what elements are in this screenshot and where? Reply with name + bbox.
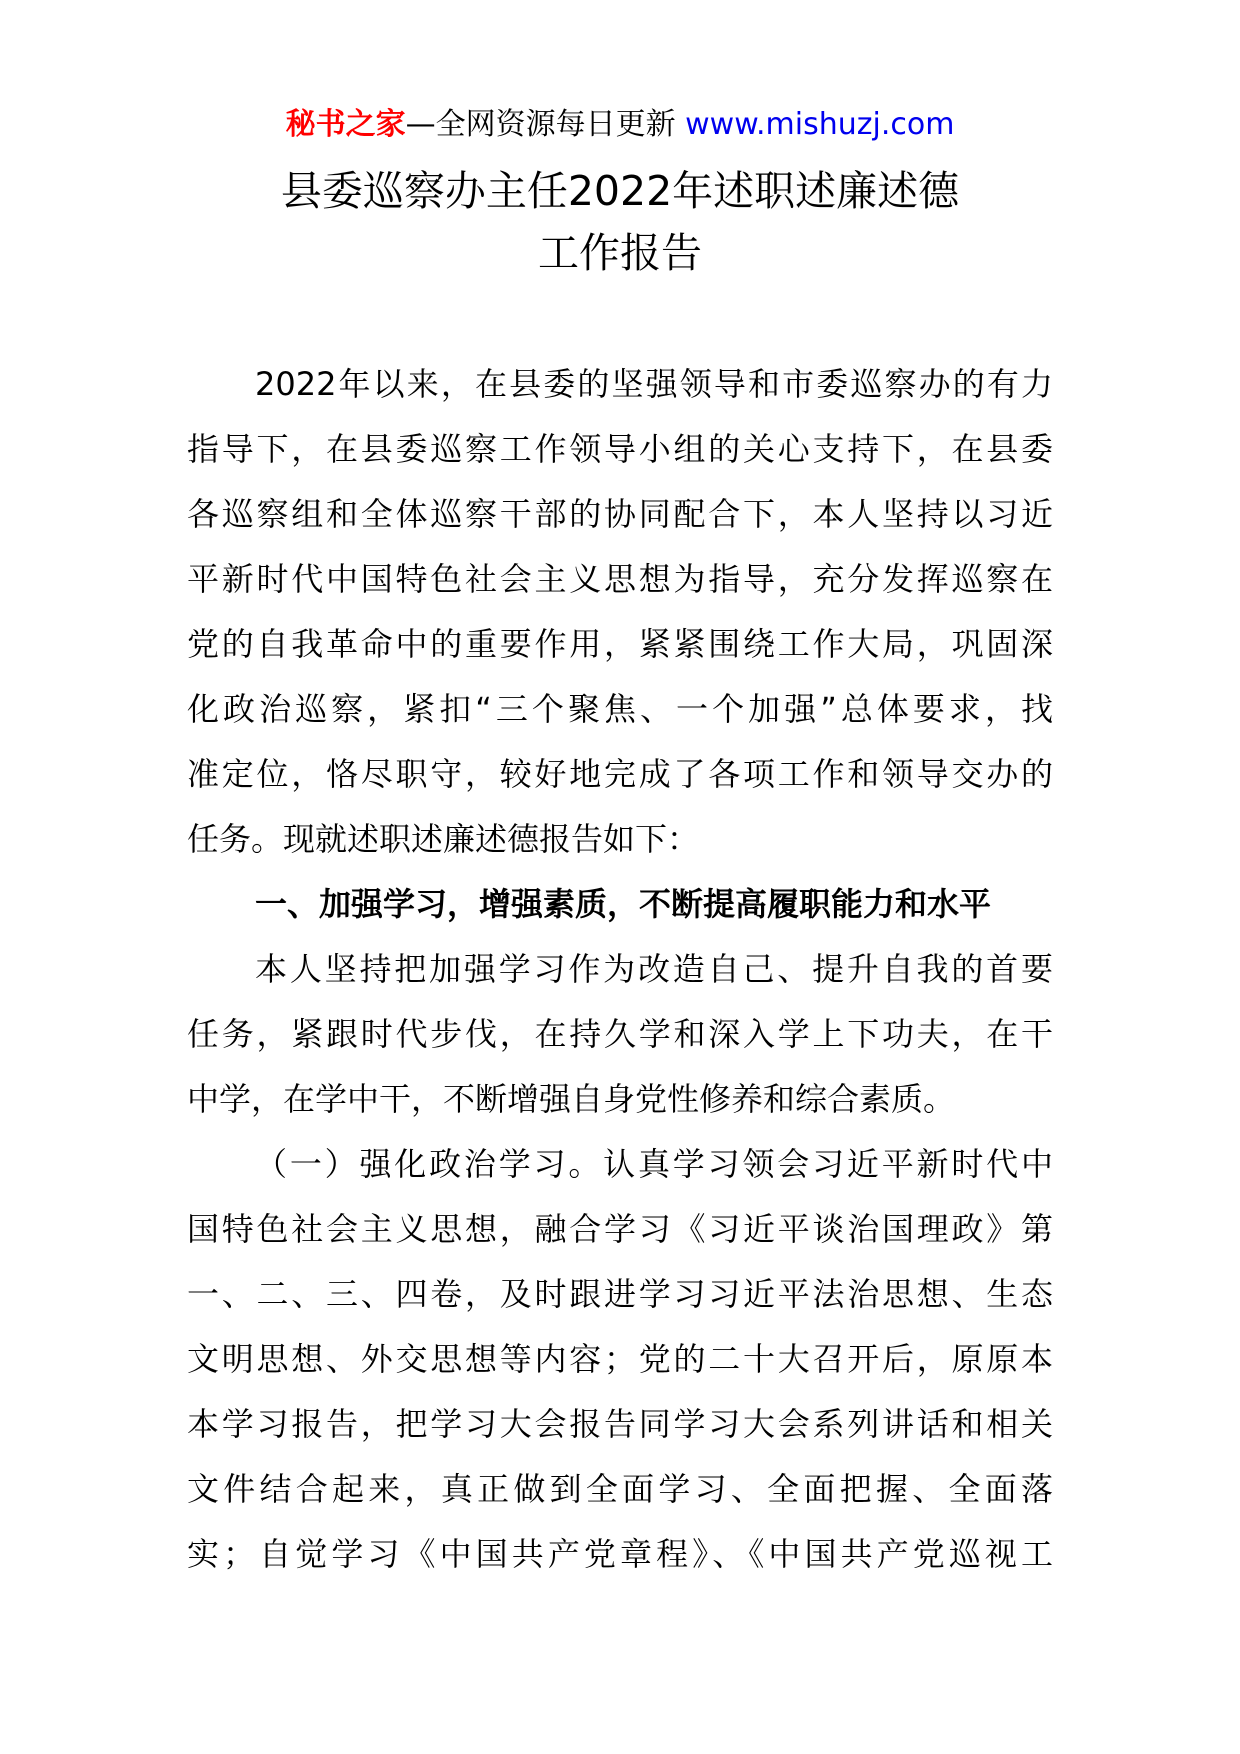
section-heading: 一、加强学习，增强素质，不断提高履职能力和水平 — [255, 885, 992, 923]
paragraph-line: 党的自我革命中的重要作用，紧紧围绕工作大局，巩固深 — [187, 625, 1053, 663]
paragraph-line: 本学习报告，把学习大会报告同学习大会系列讲话和相关 — [187, 1405, 1053, 1443]
paragraph-line: （一）强化政治学习。认真学习领会习近平新时代中 — [255, 1145, 1053, 1183]
site-header — [0, 100, 1240, 150]
title-line-2: 工作报告 — [538, 229, 702, 277]
paragraph-line: 平新时代中国特色社会主义思想为指导，充分发挥巡察在 — [187, 560, 1053, 598]
paragraph-line: 指导下，在县委巡察工作领导小组的关心支持下，在县委 — [187, 430, 1053, 468]
paragraph-line: 文件结合起来，真正做到全面学习、全面把握、全面落 — [187, 1470, 1053, 1508]
paragraph-line: 各巡察组和全体巡察干部的协同配合下，本人坚持以习近 — [187, 495, 1053, 533]
document-title — [0, 160, 1240, 284]
paragraph-line: 任务。现就述职述廉述德报告如下： — [187, 820, 700, 858]
paragraph-line: 文明思想、外交思想等内容；党的二十大召开后，原原本 — [187, 1340, 1053, 1378]
paragraph-line: 2022年以来，在县委的坚强领导和市委巡察办的有力 — [255, 365, 1053, 403]
paragraph-line: 任务，紧跟时代步伐，在持久学和深入学上下功夫，在干 — [187, 1015, 1053, 1053]
paragraph-line: 准定位，恪尽职守，较好地完成了各项工作和领导交办的 — [187, 755, 1053, 793]
document-body — [187, 352, 1053, 1587]
paragraph-line: 中学，在学中干，不断增强自身党性修养和综合素质。 — [187, 1080, 956, 1118]
paragraph-line: 化政治巡察，紧扣“三个聚焦、一个加强”总体要求，找 — [187, 690, 1053, 728]
title-line-1: 县委巡察办主任2022年述职述廉述德 — [280, 167, 960, 215]
paragraph-line: 一、二、三、四卷，及时跟进学习习近平法治思想、生态 — [187, 1275, 1053, 1313]
paragraph-line: 实；自觉学习《中国共产党章程》、《中国共产党巡视工 — [187, 1535, 1053, 1573]
site-tagline: —全网资源每日更新 — [405, 107, 686, 142]
site-url-link[interactable]: www.mishuzj.com — [685, 107, 955, 142]
paragraph-line: 本人坚持把加强学习作为改造自己、提升自我的首要 — [255, 950, 1053, 988]
brand-name: 秘书之家 — [285, 107, 406, 142]
paragraph-line: 国特色社会主义思想，融合学习《习近平谈治国理政》第 — [187, 1210, 1053, 1248]
